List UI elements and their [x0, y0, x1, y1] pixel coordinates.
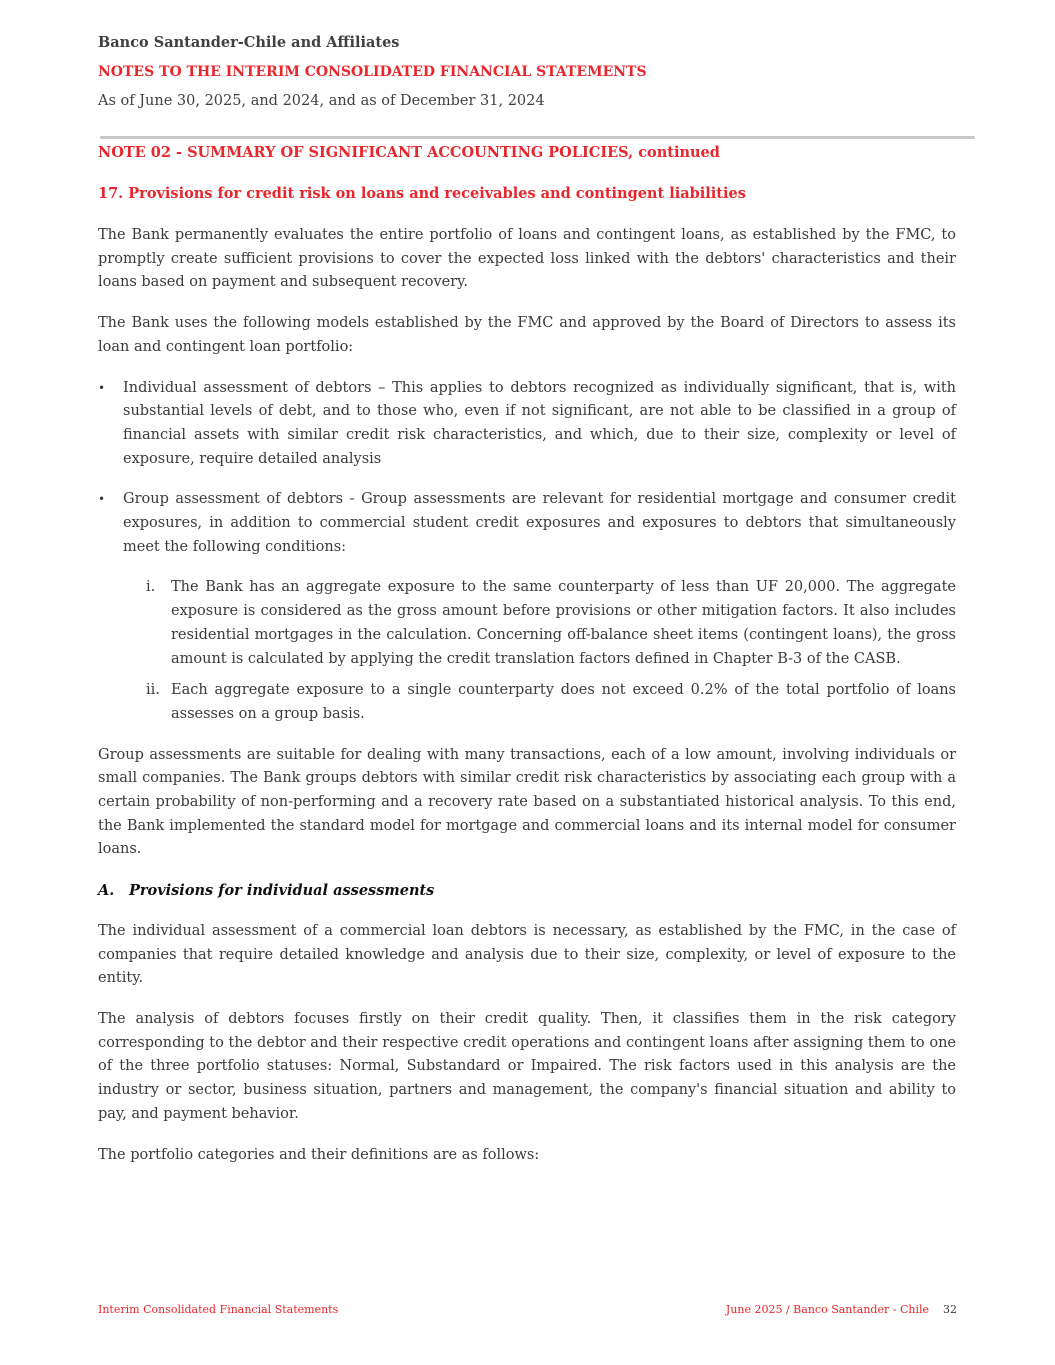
condition-marker: i.: [146, 579, 156, 596]
reporting-dates: As of June 30, 2025, and 2024, and as of December 31, 2024: [98, 93, 545, 109]
bullet-text: Group assessment of debtors - Group assessments are relevant for residential mortgage and consumer credit exposures, in addition to commercial student credit exposures and exposures to debtors that simultaneously meet the following conditions:: [123, 491, 956, 555]
paragraph-intro: The Bank permanently evaluates the entire portfolio of loans and contingent loans, as established by the FMC, to promptly create sufficient provisions to cover the expected loss linked with the debtors' characteristics and their loans based on payment and subsequent recovery.: [98, 227, 956, 291]
bullet-individual-assessment: [98, 377, 956, 472]
bullet-group-assessment: [98, 488, 956, 559]
bullet-marker: •: [98, 492, 106, 507]
paragraph-debtor-analysis: The analysis of debtors focuses firstly on their credit quality. Then, it classifies them in the risk category corresponding to the debtor and their respective credit operations and contingent loans after assigning them to one of the three portfolio statuses: Normal, Substandard or Impaired. The risk factors used in this analysis are the industry or sector, business situation, partners and management, the company's financial situation and ability to pay, and payment behavior.: [98, 1010, 956, 1122]
subsection-heading-a: [98, 879, 956, 903]
note-heading: NOTE 02 - SUMMARY OF SIGNIFICANT ACCOUNTING POLICIES, continued: [98, 144, 720, 161]
footer-date-bank: June 2025 / Banco Santander - Chile: [725, 1303, 929, 1316]
paragraph-group-assessments: Group assessments are suitable for dealing with many transactions, each of a low amount, involving individuals or small companies. The Bank groups debtors with similar credit risk characteristics by associating each group with a certain probability of non-performing and a recovery rate based on a substantiated historical analysis. To this end, the Bank implemented the standard model for mortgage and commercial loans and its internal model for consumer loans.: [98, 746, 956, 858]
footer-right: [726, 1303, 957, 1316]
condition-ii: [98, 679, 956, 726]
paragraph-portfolio-categories: The portfolio categories and their definitions are as follows:: [98, 1146, 540, 1163]
condition-text: The Bank has an aggregate exposure to the same counterparty of less than UF 20,000. The aggregate exposure is considered as the gross amount before provisions or other mitigation factors. It also includes residential mortgages in the calculation. Concerning off-balance sheet items (contingent loans), the gross amount is calculated by applying the credit translation factors defined in Chapter B-3 of the CASB.: [171, 579, 956, 667]
document-body: [98, 184, 956, 1184]
condition-i: [98, 576, 956, 671]
company-name: Banco Santander-Chile and Affiliates: [98, 34, 400, 51]
section-heading: 17. Provisions for credit risk on loans and receivables and contingent liabilities: [98, 185, 746, 202]
bullet-marker: •: [98, 380, 106, 395]
header-divider: [100, 136, 975, 139]
footer-document-title: Interim Consolidated Financial Statements: [98, 1303, 339, 1316]
subsection-title: Provisions for individual assessments: [129, 882, 435, 900]
condition-text: Each aggregate exposure to a single counterparty does not exceed 0.2% of the total portfolio of loans assesses on a group basis.: [171, 682, 956, 722]
notes-title: NOTES TO THE INTERIM CONSOLIDATED FINANCIAL STATEMENTS: [98, 64, 647, 80]
page-number: 32: [943, 1303, 957, 1316]
paragraph-models: The Bank uses the following models established by the FMC and approved by the Board of Directors to assess its loan and contingent loan portfolio:: [98, 315, 956, 355]
bullet-text: Individual assessment of debtors – This applies to debtors recognized as individually significant, that is, with substantial levels of debt, and to those who, even if not significant, are not able to be classified in a group of financial assets with similar credit risk characteristics, and which, due to their size, complexity or level of exposure, require detailed analysis: [123, 379, 956, 467]
subsection-letter: A.: [98, 882, 115, 900]
paragraph-individual-assessment: The individual assessment of a commercial loan debtors is necessary, as established by the FMC, in the case of companies that require detailed knowledge and analysis due to their size, complexity, or level of exposure to the entity.: [98, 922, 956, 987]
condition-marker: ii.: [146, 682, 160, 699]
